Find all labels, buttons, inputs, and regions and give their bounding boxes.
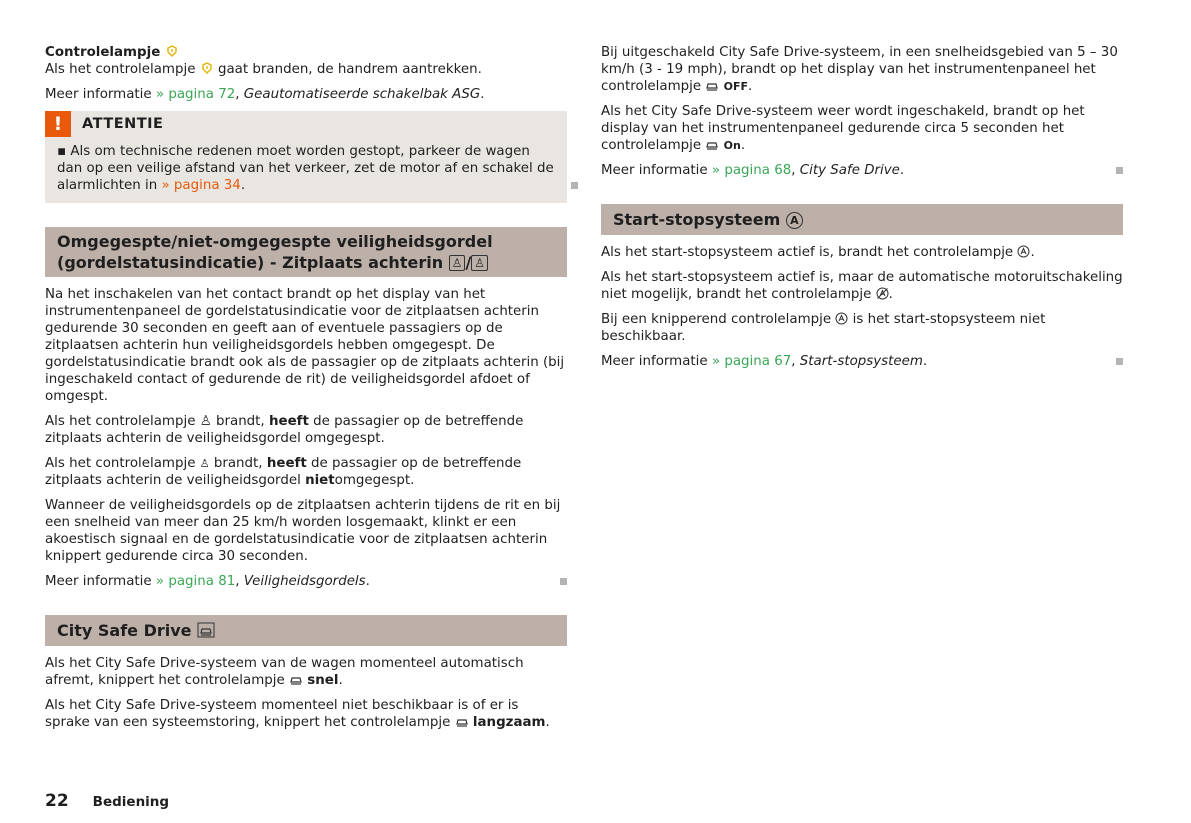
section-heading-start-stop: Start-stopsysteem A [601,204,1123,235]
section-heading-city-safe-drive: City Safe Drive [45,615,567,646]
ss-paragraph-2: Als het start-stopsysteem actief is, maar de automatische motoruitschakeling niet mogelijk, brandt het controlelampje . [601,270,1123,302]
link-page-67[interactable]: » pagina 67 [711,354,792,369]
city-safe-drive-icon [705,139,719,151]
start-stop-icon [835,312,848,325]
seatbelt-fastened-icon: ♙ [199,414,212,429]
ss-more-info: Meer informatie » pagina 67, Start-stopsysteem. [601,353,1123,370]
seatbelt-unfastened-icon: ♙ [471,255,488,271]
link-page-72[interactable]: » pagina 72 [155,87,236,102]
city-safe-drive-icon [197,622,215,638]
seatbelt-fastened-icon: ♙ [449,255,466,271]
belt-more-info: Meer informatie » pagina 81, Veiligheidsgordels. [45,573,567,590]
ss-paragraph-1: Als het start-stopsysteem actief is, brandt het controlelampje . [601,245,1035,260]
csd-on-paragraph: Als het City Safe Drive-systeem weer wordt ingeschakeld, brandt op het display van het instrumentenpaneel gedurende circa 5 seconden het controlelampje On. [601,104,1085,153]
csd-more-info: Meer informatie » pagina 68, City Safe Drive. [601,162,1123,179]
city-safe-drive-icon [705,80,719,92]
end-marker [1116,358,1123,365]
end-marker [571,182,578,189]
belt-paragraph-4: Wanneer de veiligheidsgordels op de zitplaatsen achterin tijdens de rit en bij een snelheid van meer dan 25 km/h worden losgemaakt, klinkt er een akoestisch signaal en de gordelstatusindicatie voor de zitplaatsen achterin knippert gedurende circa 30 seconden. [45,498,561,564]
controllamp-heading: Controlelampje [45,44,567,61]
right-column [601,44,1123,378]
page-number: 22 [45,791,69,811]
city-safe-drive-icon [289,674,303,686]
controllamp-more-info: Meer informatie » pagina 72, Geautomatiseerde schakelbak ASG. [45,87,485,102]
end-marker [1116,167,1123,174]
belt-paragraph-1: Na het inschakelen van het contact brandt op het display van het instrumentenpaneel de gordelstatusindicatie voor de zitplaatsen achterin gedurende 30 seconden en geeft aan of eventuele passagiers op de zitplaatsen achterin hun veiligheidsgordels hebben omgegespt. De gordelstatusindicatie brandt ook als de passagier op de zitplaats achterin (bij ingeschakeld contact of gedurende de rit) de veiligheidsgordel afdoet of omgespt. [45,287,565,404]
link-page-68[interactable]: » pagina 68 [711,163,792,178]
csd-off-paragraph: Bij uitgeschakeld City Safe Drive-systeem, in een snelheidsgebied van 5 – 30 km/h (3 - 19 mph), brandt op het display van het instrumentenpaneel het controlelampje OFF. [601,45,1118,94]
link-page-81[interactable]: » pagina 81 [155,574,236,589]
exclamation-icon: ! [45,111,71,137]
handbrake-warning-icon [200,62,214,75]
chapter-label: Bediening [92,794,170,810]
csd-paragraph-2: Als het City Safe Drive-systeem momenteel niet beschikbaar is of er is sprake van een systeemstoring, knippert het controlelampje langzaam. [45,698,550,730]
section-heading-seatbelt: Omgegespte/niet-omgegespte veiligheidsgordel (gordelstatusindicatie) - Zitplaats achterin ♙ / ♙ [45,227,567,277]
seatbelt-unfastened-icon: ♙ [199,457,210,470]
page-footer [45,793,169,811]
left-column [45,44,567,739]
belt-paragraph-2: Als het controlelampje ♙ brandt, heeft de passagier op de betreffende zitplaats achterin de veiligheidsgordel omgegespt. [45,414,524,446]
start-stop-icon [1017,245,1030,258]
belt-paragraph-3: Als het controlelampje ♙ brandt, heeft de passagier op de betreffende zitplaats achterin de veiligheidsgordel nietomgegespt. [45,456,522,488]
attention-text: ▪ Als om technische redenen moet worden gestopt, parkeer de wagen dan op een veilige afstand van het verkeer, zet de motor af en schakel de alarmlichten in » pagina 34. [57,144,554,193]
attention-title: ATTENTIE [82,115,164,132]
handbrake-warning-icon [165,45,179,58]
attention-box [45,111,567,203]
controllamp-text: Als het controlelampje gaat branden, de handrem aantrekken. [45,62,482,77]
start-stop-unavailable-icon [876,287,889,300]
link-page-34[interactable]: » pagina 34 [161,178,241,193]
csd-paragraph-1: Als het City Safe Drive-systeem van de wagen momenteel automatisch afremt, knippert het controlelampje snel. [45,656,524,688]
city-safe-drive-icon [455,716,469,728]
ss-paragraph-3: Bij een knipperend controlelampje is het start-stopsysteem niet beschikbaar. [601,312,1046,344]
start-stop-icon: A [786,212,803,229]
end-marker [560,578,567,585]
